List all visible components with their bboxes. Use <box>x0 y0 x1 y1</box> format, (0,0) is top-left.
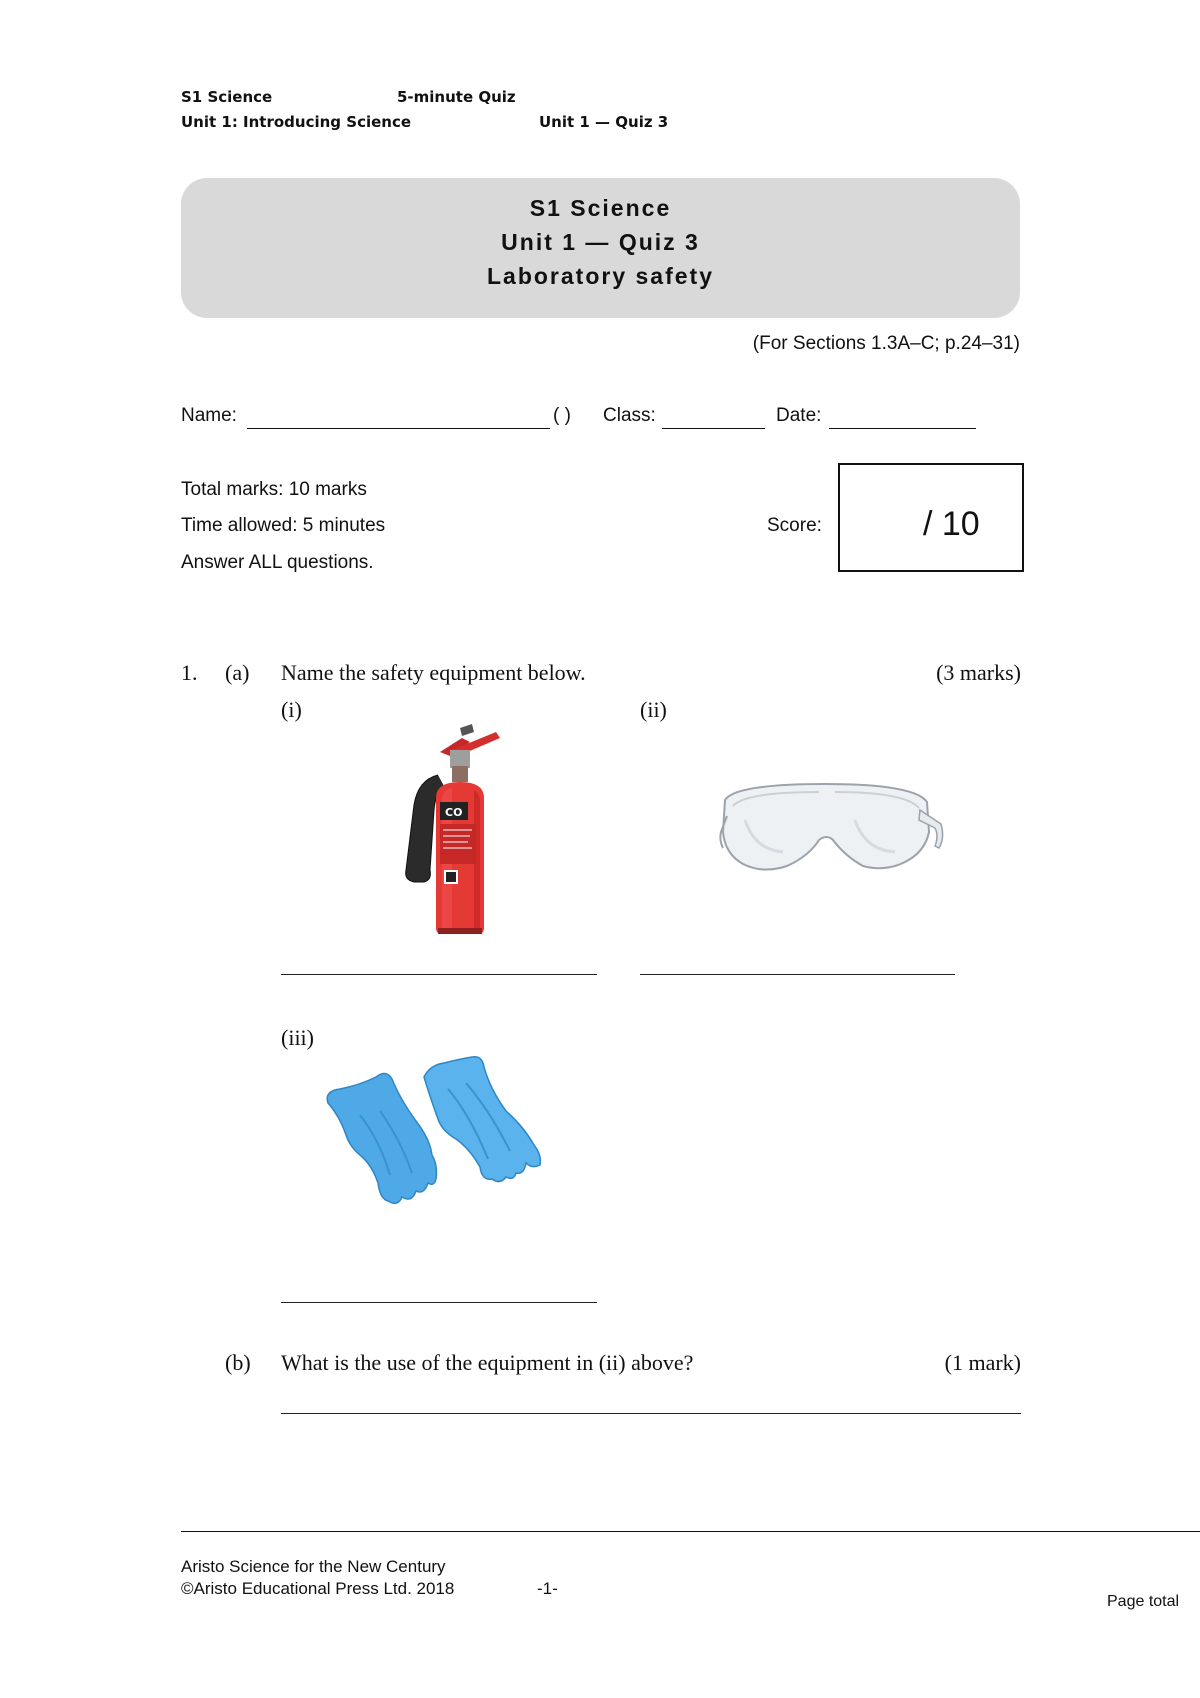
date-label: Date: <box>776 405 822 426</box>
item-i-label: (i) <box>281 697 302 722</box>
footer-divider <box>181 1531 1200 1532</box>
part-b-marks: (1 mark) <box>944 1350 1021 1375</box>
instruction: Answer ALL questions. <box>181 552 374 573</box>
safety-goggles-icon <box>715 780 945 890</box>
name-field[interactable] <box>247 428 550 429</box>
page-number: -1- <box>537 1579 558 1598</box>
title-subject: S1 Science <box>529 195 672 221</box>
header-quiz-type: 5-minute Quiz <box>397 88 516 106</box>
name-label: Name: <box>181 405 237 426</box>
answer-line-b[interactable] <box>281 1413 1021 1414</box>
time-allowed: Time allowed: 5 minutes <box>181 515 386 536</box>
class-field[interactable] <box>662 428 765 429</box>
part-b-question: What is the use of the equipment in (ii) above? <box>281 1350 694 1375</box>
date-field[interactable] <box>829 428 976 429</box>
footer-copyright: ©Aristo Educational Press Ltd. 2018 <box>181 1579 455 1598</box>
footer-series: Aristo Science for the New Century <box>181 1557 446 1576</box>
class-label: Class: <box>603 405 656 426</box>
part-b-label: (b) <box>225 1350 251 1375</box>
header-quiz-ref: Unit 1 — Quiz 3 <box>539 113 669 131</box>
gloves-icon <box>320 1055 570 1235</box>
part-a-label: (a) <box>225 660 250 685</box>
part-a-question: Name the safety equipment below. <box>281 660 586 685</box>
item-ii-label: (ii) <box>640 697 667 722</box>
part-a-marks: (3 marks) <box>936 660 1021 685</box>
question-number: 1. <box>181 660 198 685</box>
score-label: Score: <box>767 515 822 536</box>
fire-extinguisher-icon <box>400 720 520 940</box>
item-iii-label: (iii) <box>281 1025 314 1050</box>
title-quiz: Unit 1 — Quiz 3 <box>501 229 700 255</box>
class-number-field[interactable]: ( ) <box>553 405 571 426</box>
answer-line-ii[interactable] <box>640 974 955 975</box>
total-marks: Total marks: 10 marks <box>181 479 367 500</box>
sections-reference: (For Sections 1.3A–C; p.24–31) <box>752 333 1020 354</box>
svg-text:CO: CO <box>445 806 463 819</box>
answer-line-i[interactable] <box>281 974 597 975</box>
score-value: / 10 <box>923 505 980 543</box>
title-topic: Laboratory safety <box>486 263 714 289</box>
page-total-label: Page total <box>1107 1593 1180 1610</box>
header-subject: S1 Science <box>181 88 273 106</box>
header-unit: Unit 1: Introducing Science <box>181 113 412 131</box>
answer-line-iii[interactable] <box>281 1302 597 1303</box>
